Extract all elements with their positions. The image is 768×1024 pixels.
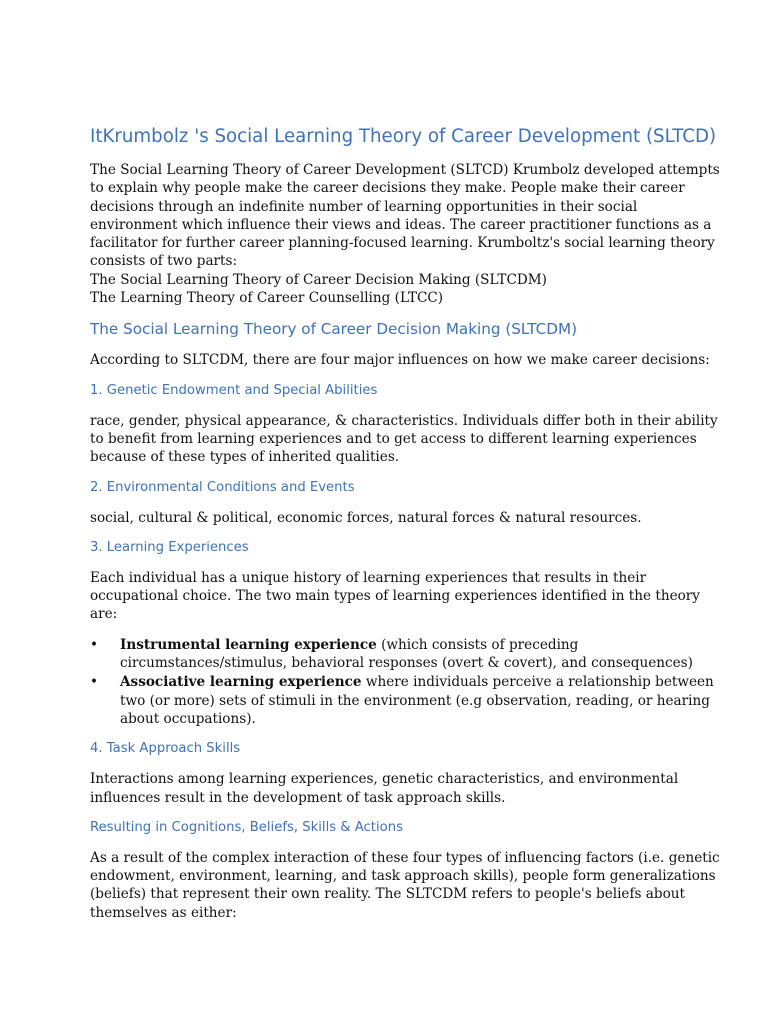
- heading-environmental-conditions: 2. Environmental Conditions and Events: [90, 479, 355, 495]
- heading-resulting-cognitions: Resulting in Cognitions, Beliefs, Skills & Actions: [90, 819, 403, 835]
- text-line: [120, 636, 678, 654]
- environment-paragraph: [90, 509, 678, 527]
- text-line: race, gender, physical appearance, & characteristics. Individuals differ both in their ability: [90, 412, 718, 429]
- text-line: facilitator for further career planning-focused learning. Krumboltz's social learning theory: [90, 235, 715, 252]
- bold-term: Associative learning experience: [120, 674, 362, 691]
- section-lead-paragraph: [90, 351, 710, 369]
- text-line: two (or more) sets of stimuli in the environment (e.g observation, reading, or hearing: [120, 692, 710, 709]
- bullet-icon: •: [90, 674, 99, 691]
- text-line: about occupations).: [120, 710, 256, 727]
- bold-term: Instrumental learning experience: [120, 636, 377, 653]
- learning-paragraph: [90, 569, 700, 624]
- text-line: Each individual has a unique history of learning experiences that results in their: [90, 569, 647, 586]
- resulting-paragraph: [90, 849, 720, 922]
- intro-paragraph: [90, 161, 720, 307]
- text-line: to benefit from learning experiences and to get access to different learning experiences: [90, 430, 697, 447]
- text-line: themselves as either:: [90, 904, 237, 921]
- text-fragment: (which consists of preceding: [376, 636, 579, 653]
- text-line: The Learning Theory of Career Counselling (LTCC): [90, 290, 444, 307]
- genetic-paragraph: [90, 412, 718, 467]
- text-line: Interactions among learning experiences, genetic characteristics, and environmental: [90, 771, 679, 788]
- text-line: influences result in the development of task approach skills.: [90, 789, 506, 806]
- text-line: occupational choice. The two main types of learning experiences identified in the theory: [90, 588, 700, 605]
- heading-task-approach-skills: 4. Task Approach Skills: [90, 741, 241, 757]
- document-title: ItKrumbolz 's Social Learning Theory of Career Development (SLTCD): [90, 126, 717, 147]
- text-line: decisions through an indefinite number of learning opportunities in their social: [90, 198, 638, 215]
- text-line: [120, 673, 714, 691]
- text-line: to explain why people make the career decisions they make. People make their career: [90, 180, 685, 197]
- text-line: As a result of the complex interaction of these four types of influencing factors (i.e. genetic: [90, 849, 720, 866]
- text-line: because of these types of inherited qualities.: [90, 449, 400, 466]
- bullet-icon: •: [90, 636, 99, 653]
- section-heading-sltcdm: The Social Learning Theory of Career Decision Making (SLTCDM): [90, 320, 577, 339]
- text-line: are:: [90, 606, 118, 623]
- text-line: (beliefs) that represent their own reality. The SLTCDM refers to people's beliefs about: [90, 886, 686, 903]
- learning-experience-list: [90, 636, 714, 728]
- text-line: According to SLTCDM, there are four major influences on how we make career decisions:: [90, 352, 710, 369]
- text-line: consists of two parts:: [90, 253, 238, 270]
- text-line: circumstances/stimulus, behavioral responses (overt & covert), and consequences): [120, 655, 693, 672]
- text-fragment: where individuals perceive a relationship between: [361, 674, 714, 691]
- list-item: [90, 636, 693, 673]
- text-line: The Social Learning Theory of Career Decision Making (SLTCDM): [90, 271, 547, 288]
- text-line: social, cultural & political, economic forces, natural forces & natural resources.: [90, 509, 642, 526]
- task-paragraph: [90, 770, 678, 807]
- text-line: The Social Learning Theory of Career Development (SLTCD) Krumbolz developed attempts: [90, 162, 720, 178]
- heading-genetic-endowment: 1. Genetic Endowment and Special Abilities: [90, 382, 378, 398]
- heading-learning-experiences: 3. Learning Experiences: [90, 539, 249, 555]
- text-line: endowment, environment, learning, and task approach skills), people form generalizations: [90, 868, 716, 885]
- text-line: environment which influence their views and ideas. The career practitioner functions as a: [90, 216, 712, 233]
- list-item: [90, 673, 714, 728]
